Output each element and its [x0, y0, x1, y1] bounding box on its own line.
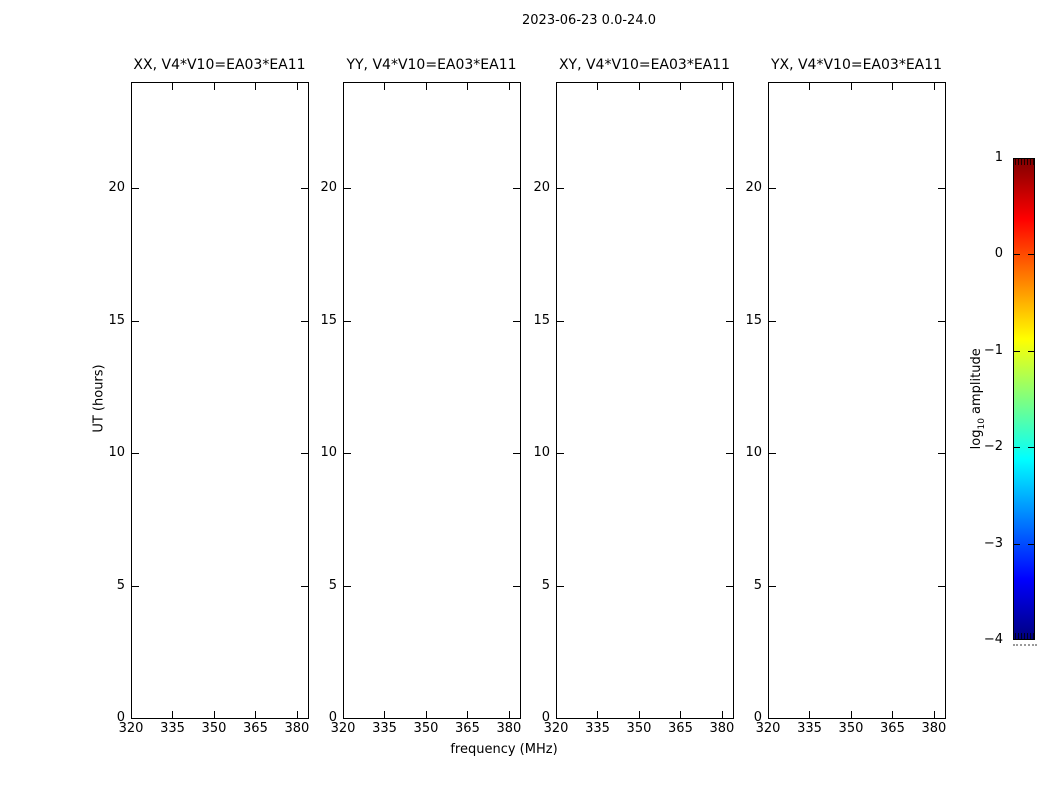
tick-mark: [851, 83, 852, 90]
x-tick-label: 320: [330, 721, 356, 736]
tick-mark: [639, 711, 640, 718]
y-tick-label: 20: [320, 180, 337, 195]
tick-mark: [467, 711, 468, 718]
tick-mark: [384, 83, 385, 90]
x-tick-label: 350: [838, 721, 864, 736]
colorbar-tick-mark: [1014, 447, 1020, 448]
tick-mark: [255, 711, 256, 718]
x-axis-label: frequency (MHz): [450, 742, 558, 757]
tick-mark: [557, 453, 564, 454]
tick-mark: [426, 83, 427, 90]
tick-mark: [214, 83, 215, 90]
x-tick-label: 320: [118, 721, 144, 736]
colorbar-hatch: [1015, 633, 1016, 639]
x-tick-label: 380: [921, 721, 947, 736]
y-tick-label: 10: [533, 445, 550, 460]
y-tick-label: 5: [541, 577, 550, 593]
panel: [556, 82, 734, 719]
y-tick-label: 5: [753, 577, 762, 593]
tick-mark: [680, 83, 681, 90]
tick-mark: [132, 188, 139, 189]
colorbar-hatch: [1030, 633, 1031, 639]
tick-mark: [384, 711, 385, 718]
x-tick-label: 380: [284, 721, 310, 736]
tick-mark: [132, 586, 139, 587]
panel: [768, 82, 946, 719]
colorbar-tick-mark: [1014, 351, 1020, 352]
y-tick-label: 20: [745, 180, 762, 195]
figure-title: 2023-06-23 0.0-24.0: [522, 13, 656, 28]
tick-mark: [557, 321, 564, 322]
y-axis-label: UT (hours): [91, 364, 107, 433]
colorbar-label-suffix: amplitude: [969, 348, 985, 419]
y-tick-label: 0: [116, 710, 125, 725]
y-tick-label: 0: [328, 710, 337, 725]
x-tick-label: 380: [496, 721, 522, 736]
colorbar-hatch: [1024, 159, 1025, 165]
panel-title: YY, V4*V10=EA03*EA11: [346, 57, 517, 73]
tick-mark: [938, 188, 945, 189]
colorbar-hatch: [1021, 159, 1022, 165]
x-tick-label: 320: [543, 721, 569, 736]
colorbar-tick-label: −3: [983, 535, 1003, 551]
colorbar-hatch: [1027, 633, 1028, 639]
y-tick-label: 0: [753, 710, 762, 725]
colorbar-tick-label: −2: [983, 439, 1003, 455]
y-tick-label: 20: [108, 180, 125, 195]
panel-title: XX, V4*V10=EA03*EA11: [133, 57, 306, 73]
colorbar-tick-mark: [1014, 544, 1020, 545]
tick-mark: [344, 321, 351, 322]
colorbar-hatch: [1033, 633, 1034, 639]
tick-mark: [639, 83, 640, 90]
tick-mark: [769, 321, 776, 322]
y-tick-label: 15: [533, 312, 550, 328]
tick-mark: [809, 83, 810, 90]
x-tick-label: 320: [755, 721, 781, 736]
y-tick-label: 10: [745, 445, 762, 460]
x-tick-label: 335: [372, 721, 397, 736]
tick-mark: [934, 711, 935, 718]
tick-mark: [597, 83, 598, 90]
tick-mark: [938, 586, 945, 587]
tick-mark: [255, 83, 256, 90]
colorbar-hatch: [1018, 159, 1019, 165]
colorbar-tick-mark: [1028, 254, 1034, 255]
tick-mark: [344, 586, 351, 587]
panel: [343, 82, 521, 719]
colorbar-tick-mark: [1028, 544, 1034, 545]
colorbar-tick-label: −4: [983, 632, 1003, 647]
y-tick-label: 15: [745, 312, 762, 328]
y-tick-label: 0: [541, 710, 550, 725]
colorbar-label: [969, 329, 987, 469]
panel-title: XY, V4*V10=EA03*EA11: [558, 57, 731, 73]
tick-mark: [892, 83, 893, 90]
colorbar-hatch: [1027, 159, 1028, 165]
tick-mark: [557, 586, 564, 587]
y-tick-label: 10: [108, 445, 125, 460]
tick-mark: [934, 83, 935, 90]
colorbar-label-prefix: log: [969, 429, 985, 450]
panel: [131, 82, 309, 719]
tick-mark: [722, 83, 723, 90]
colorbar-gradient: [1013, 158, 1035, 640]
y-tick-label: 15: [320, 312, 337, 328]
x-tick-label: 350: [413, 721, 439, 736]
tick-mark: [680, 711, 681, 718]
y-tick-label: 20: [533, 180, 550, 195]
tick-mark: [557, 188, 564, 189]
colorbar-tick-mark: [1014, 254, 1020, 255]
tick-mark: [769, 453, 776, 454]
colorbar-tick-mark: [1028, 447, 1034, 448]
tick-mark: [132, 321, 139, 322]
tick-mark: [172, 711, 173, 718]
tick-mark: [426, 711, 427, 718]
colorbar-hatch: [1015, 159, 1016, 165]
tick-mark: [297, 83, 298, 90]
tick-mark: [851, 711, 852, 718]
colorbar-tick-mark: [1028, 351, 1034, 352]
tick-mark: [938, 321, 945, 322]
tick-mark: [809, 711, 810, 718]
colorbar-dotted-edge: [1013, 644, 1037, 646]
tick-mark: [938, 453, 945, 454]
colorbar-tick-label: 0: [994, 246, 1003, 262]
tick-mark: [892, 711, 893, 718]
tick-mark: [344, 188, 351, 189]
tick-mark: [344, 453, 351, 454]
x-tick-label: 335: [797, 721, 822, 736]
y-tick-label: 15: [108, 312, 125, 328]
colorbar-tick-label: 1: [994, 150, 1003, 165]
colorbar-hatch: [1018, 633, 1019, 639]
colorbar-hatch: [1030, 159, 1031, 165]
x-tick-label: 365: [668, 721, 693, 736]
x-tick-label: 365: [880, 721, 905, 736]
tick-mark: [214, 711, 215, 718]
colorbar-hatch: [1021, 633, 1022, 639]
x-tick-label: 335: [160, 721, 185, 736]
tick-mark: [467, 83, 468, 90]
colorbar-hatch: [1033, 159, 1034, 165]
x-tick-label: 380: [709, 721, 735, 736]
tick-mark: [597, 711, 598, 718]
colorbar-hatch: [1024, 633, 1025, 639]
tick-mark: [769, 188, 776, 189]
colorbar-label-subscript: 10: [976, 418, 987, 430]
tick-mark: [769, 586, 776, 587]
x-tick-label: 335: [585, 721, 610, 736]
x-tick-label: 350: [201, 721, 227, 736]
x-tick-label: 365: [243, 721, 268, 736]
tick-mark: [509, 83, 510, 90]
y-tick-label: 10: [320, 445, 337, 460]
x-tick-label: 350: [626, 721, 652, 736]
tick-mark: [132, 453, 139, 454]
x-tick-label: 365: [455, 721, 480, 736]
panel-title: YX, V4*V10=EA03*EA11: [770, 57, 943, 73]
colorbar-tick-label: −1: [983, 342, 1003, 358]
y-tick-label: 5: [116, 577, 125, 593]
tick-mark: [172, 83, 173, 90]
y-tick-label: 5: [328, 577, 337, 593]
